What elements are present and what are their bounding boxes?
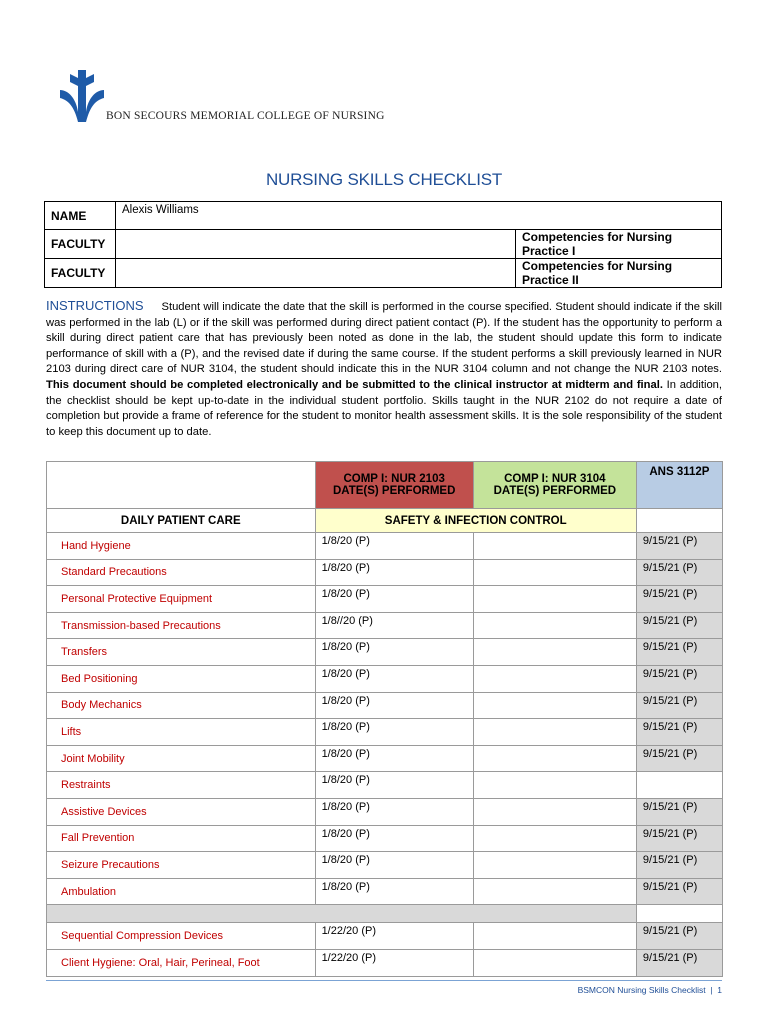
date-nur2103[interactable]: 1/8/20 (P) [315,798,473,825]
date-ans3112p[interactable]: 9/15/21 (P) [636,745,722,772]
date-nur3104[interactable] [473,612,636,639]
date-nur3104[interactable] [473,692,636,719]
section-blank [636,509,722,533]
date-nur3104[interactable] [473,533,636,560]
date-nur2103[interactable]: 1/8/20 (P) [315,639,473,666]
page-footer: BSMCON Nursing Skills Checklist | 1 [577,985,722,995]
instructions-text-2: In addition, the checklist should be kept up-to-date in the individual student portfolio. Skills taught in the NUR 2102 do not require a date of completion but provide a frame of reference for the student to monitor health assessment skills. It is the sole responsibility of the student to keep this document up to date. [46,378,722,438]
instructions-heading: INSTRUCTIONS [46,298,144,313]
date-nur2103[interactable]: 1/8/20 (P) [315,745,473,772]
table-row [47,719,723,746]
date-ans3112p[interactable]: 9/15/21 (P) [636,923,722,950]
date-nur2103[interactable]: 1/22/20 (P) [315,949,473,976]
date-nur3104[interactable] [473,745,636,772]
date-nur3104[interactable] [473,878,636,905]
date-nur3104[interactable] [473,639,636,666]
date-nur2103[interactable]: 1/8/20 (P) [315,719,473,746]
skill-name: Client Hygiene: Oral, Hair, Perineal, Foot [47,949,316,976]
date-nur3104[interactable] [473,923,636,950]
date-ans3112p[interactable]: 9/15/21 (P) [636,825,722,852]
competency-label-1: Competencies for Nursing Practice I [516,230,722,259]
table-row [47,586,723,613]
footer-rule [46,980,722,981]
date-nur2103[interactable]: 1/8/20 (P) [315,533,473,560]
date-ans3112p[interactable]: 9/15/21 (P) [636,878,722,905]
date-ans3112p[interactable]: 9/15/21 (P) [636,852,722,879]
instructions [46,298,722,440]
skill-name: Lifts [47,719,316,746]
table-row [47,559,723,586]
competency-label-2: Competencies for Nursing Practice II [516,259,722,288]
date-nur2103[interactable]: 1/8/20 (P) [315,825,473,852]
date-ans3112p[interactable]: 9/15/21 (P) [636,692,722,719]
table-row [47,949,723,976]
faculty-label: FACULTY [45,259,116,288]
student-info-table [44,201,722,288]
header-comp1: COMP I: NUR 2103 DATE(S) PERFORMED [315,462,473,509]
date-ans3112p[interactable]: 9/15/21 (P) [636,719,722,746]
date-ans3112p[interactable]: 9/15/21 (P) [636,949,722,976]
date-ans3112p[interactable]: 9/15/21 (P) [636,639,722,666]
date-nur3104[interactable] [473,586,636,613]
skill-name: Fall Prevention [47,825,316,852]
date-nur2103[interactable]: 1/8/20 (P) [315,586,473,613]
date-ans3112p[interactable]: 9/15/21 (P) [636,665,722,692]
table-row [47,639,723,666]
instructions-text: Student will indicate the date that the skill is performed in the course specified. Student should indicate if the skill was performed in the lab (L) or if the skill was performed during direct patient contact (P). If the student has the opportunity to perform a skill during direct patient care that has previously been noted as done in the lab, the student should update this form to indicate performance of skill with a (P), and the revised date if during the same course. If the student performs a skill previously learned in NUR 2103 during direct care of NUR 3104, the student should indicate this in the NUR 3104 column and not change the NUR 2103 notes. [46,301,722,376]
date-nur3104[interactable] [473,559,636,586]
divider-row [47,905,637,923]
date-nur2103[interactable]: 1/8/20 (P) [315,772,473,799]
date-ans3112p[interactable] [636,772,722,799]
name-field[interactable]: Alexis Williams [116,202,722,230]
date-nur3104[interactable] [473,665,636,692]
date-nur3104[interactable] [473,772,636,799]
faculty-field-2[interactable] [116,259,516,288]
date-nur3104[interactable] [473,825,636,852]
date-nur2103[interactable]: 1/8/20 (P) [315,559,473,586]
faculty-field-1[interactable] [116,230,516,259]
skill-name: Transfers [47,639,316,666]
name-label: NAME [45,202,116,230]
skills-table [46,461,723,977]
skill-name: Restraints [47,772,316,799]
skill-name: Seizure Precautions [47,852,316,879]
instructions-bold: This document should be completed electronically and be submitted to the clinical instructor at midterm and final. [46,378,663,391]
faculty-label: FACULTY [45,230,116,259]
date-nur2103[interactable]: 1/8//20 (P) [315,612,473,639]
section-daily-care: DAILY PATIENT CARE [47,509,316,533]
table-row [47,665,723,692]
date-ans3112p[interactable]: 9/15/21 (P) [636,533,722,560]
skill-name: Personal Protective Equipment [47,586,316,613]
table-row [47,825,723,852]
header-comp2: COMP I: NUR 3104 DATE(S) PERFORMED [473,462,636,509]
header-blank [47,462,316,509]
date-ans3112p[interactable]: 9/15/21 (P) [636,559,722,586]
date-ans3112p[interactable]: 9/15/21 (P) [636,798,722,825]
date-nur2103[interactable]: 1/8/20 (P) [315,878,473,905]
date-nur3104[interactable] [473,798,636,825]
cross-logo-icon [60,68,104,124]
table-row [47,612,723,639]
college-logo [60,68,385,124]
skill-name: Standard Precautions [47,559,316,586]
table-row [47,923,723,950]
logo-text: BON SECOURS MEMORIAL COLLEGE OF NURSING [106,110,385,122]
date-nur2103[interactable]: 1/22/20 (P) [315,923,473,950]
divider-blank [636,905,722,923]
date-ans3112p[interactable]: 9/15/21 (P) [636,586,722,613]
skill-name: Assistive Devices [47,798,316,825]
header-ans: ANS 3112P [636,462,722,509]
date-nur2103[interactable]: 1/8/20 (P) [315,692,473,719]
skill-name: Body Mechanics [47,692,316,719]
section-safety: SAFETY & INFECTION CONTROL [315,509,636,533]
date-ans3112p[interactable]: 9/15/21 (P) [636,612,722,639]
skill-name: Joint Mobility [47,745,316,772]
table-row [47,798,723,825]
page-title: NURSING SKILLS CHECKLIST [265,170,503,189]
skill-name: Transmission-based Precautions [47,612,316,639]
table-row [47,878,723,905]
skill-name: Bed Positioning [47,665,316,692]
table-row [47,533,723,560]
date-nur2103[interactable]: 1/8/20 (P) [315,665,473,692]
skill-name: Ambulation [47,878,316,905]
table-row [47,692,723,719]
date-nur3104[interactable] [473,719,636,746]
table-row [47,772,723,799]
skill-name: Sequential Compression Devices [47,923,316,950]
date-nur3104[interactable] [473,852,636,879]
date-nur2103[interactable]: 1/8/20 (P) [315,852,473,879]
skill-name: Hand Hygiene [47,533,316,560]
table-row [47,745,723,772]
date-nur3104[interactable] [473,949,636,976]
table-row [47,852,723,879]
